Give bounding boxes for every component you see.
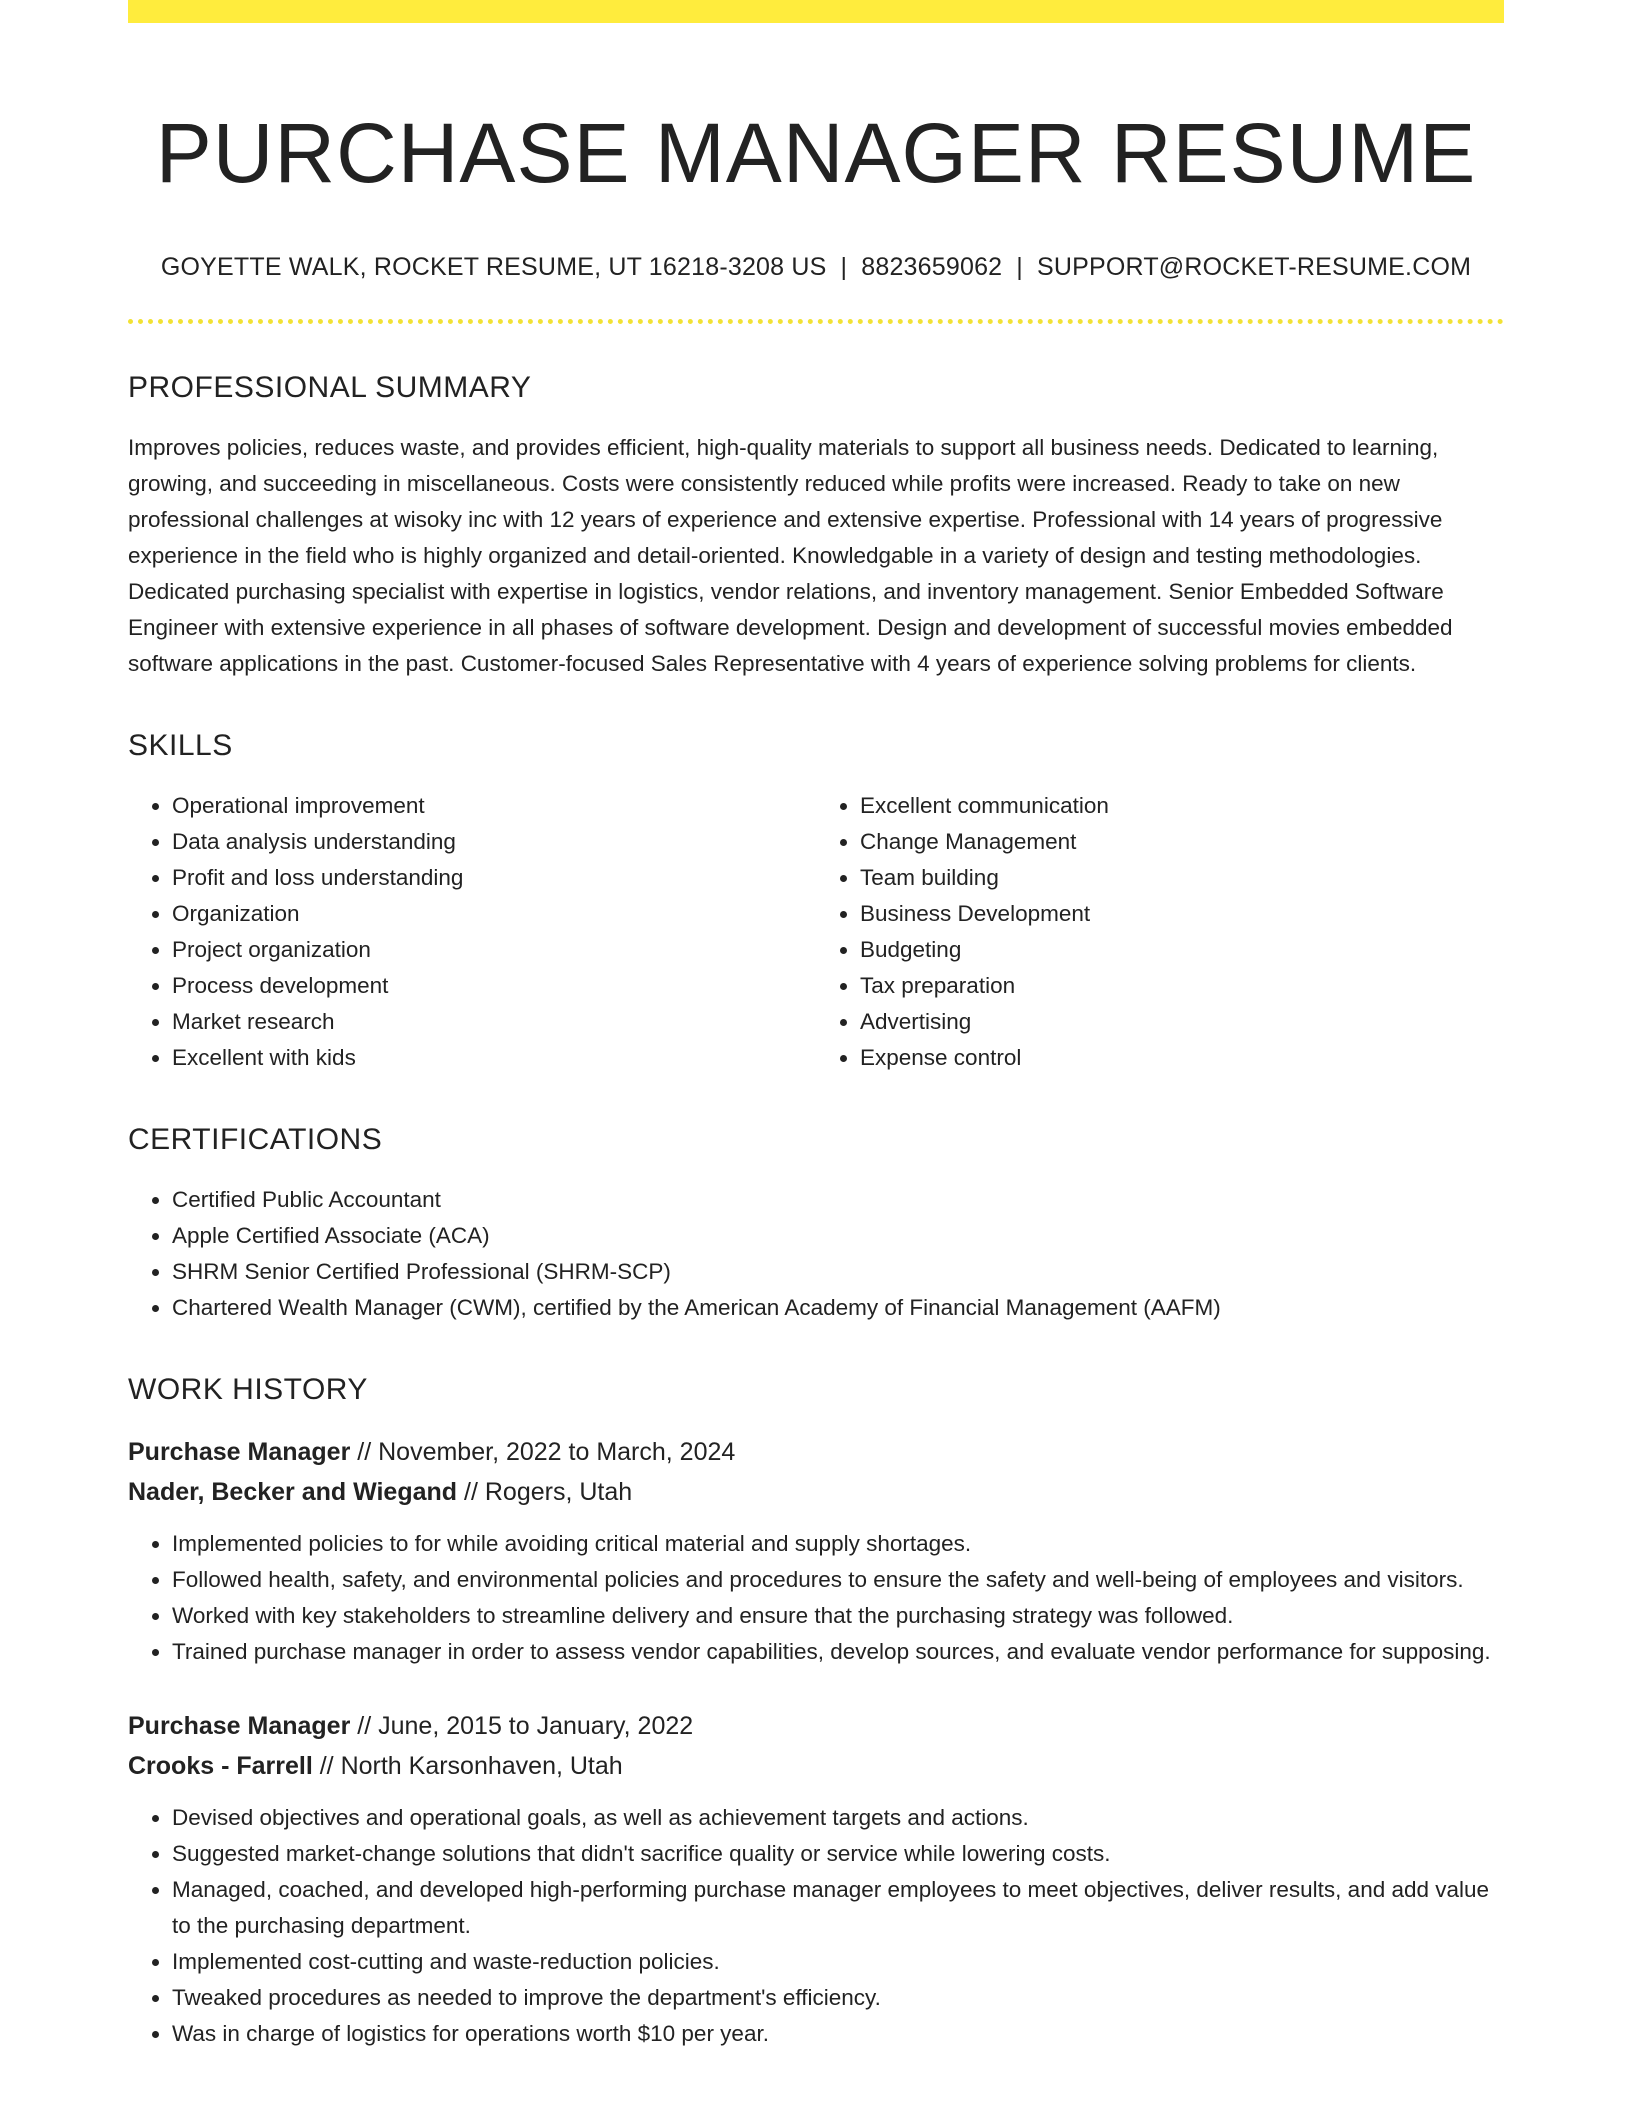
contact-line xyxy=(128,249,1504,285)
skill-item: • Change Management xyxy=(860,824,1504,860)
skill-item: • Expense control xyxy=(860,1040,1504,1076)
job-title: Purchase Manager xyxy=(128,1712,351,1740)
skill-item: • Business Development xyxy=(860,896,1504,932)
summary-heading: PROFESSIONAL SUMMARY xyxy=(128,371,532,404)
job-bullet: • Was in charge of logistics for operations worth $10 per year. xyxy=(172,2016,1504,2052)
skills-heading: SKILLS xyxy=(128,729,233,762)
skill-item: • Data analysis understanding xyxy=(172,824,816,860)
contact-phone: 8823659062 xyxy=(861,253,1003,281)
job-bullet: • Managed, coached, and developed high-performing purchase manager employees to meet objectives, deliver results, and add value to the purchasing department. xyxy=(172,1872,1504,1944)
certification-item: • Chartered Wealth Manager (CWM), certified by the American Academy of Financial Management (AAFM) xyxy=(172,1290,1504,1326)
job-entry xyxy=(128,1432,1504,1670)
job-title-line xyxy=(128,1432,1504,1472)
certification-item: • SHRM Senior Certified Professional (SHRM-SCP) xyxy=(172,1254,1504,1290)
skill-item: • Process development xyxy=(172,968,816,1004)
skills-list-right xyxy=(816,788,1504,1076)
job-title: Purchase Manager xyxy=(128,1438,351,1466)
page-title: PURCHASE MANAGER RESUME xyxy=(155,106,1477,200)
contact-separator: | xyxy=(840,253,848,281)
skills-columns xyxy=(128,788,1504,1076)
job-bullets xyxy=(128,1800,1504,2052)
certification-item: • Certified Public Accountant xyxy=(172,1182,1504,1218)
job-company: Nader, Becker and Wiegand xyxy=(128,1478,458,1506)
job-separator: // xyxy=(312,1752,341,1780)
summary-text: Improves policies, reduces waste, and provides efficient, high-quality materials to support all business needs. Dedicated to learning, growing, and succeeding in miscellaneous. Costs were consistently reduced while profits were increased. Ready to take on new professional challenges at wisoky inc with 12 years of experience and extensive expertise. Professional with 14 years of progressive experience in the field who is highly organized and detail-oriented. Knowledgable in a variety of design and testing methodologies. Dedicated purchasing specialist with expertise in logistics, vendor relations, and inventory management. Senior Embedded Software Engineer with extensive experience in all phases of software development. Design and development of successful movies embedded software applications in the past. Customer-focused Sales Representative with 4 years of experience solving problems for clients. xyxy=(128,435,1453,676)
job-bullets xyxy=(128,1526,1504,1670)
skills-list-left xyxy=(128,788,816,1076)
job-location: Rogers, Utah xyxy=(484,1478,633,1506)
skill-item: • Advertising xyxy=(860,1004,1504,1040)
job-dates: November, 2022 to March, 2024 xyxy=(378,1438,736,1466)
job-company: Crooks - Farrell xyxy=(128,1752,313,1780)
accent-bar xyxy=(128,0,1504,23)
dotted-divider xyxy=(128,319,1504,324)
job-bullet: • Tweaked procedures as needed to improve the department's efficiency. xyxy=(172,1980,1504,2016)
job-separator: // xyxy=(350,1712,379,1740)
job-bullet: • Devised objectives and operational goals, as well as achievement targets and actions. xyxy=(172,1800,1504,1836)
skill-item: • Tax preparation xyxy=(860,968,1504,1004)
job-dates: June, 2015 to January, 2022 xyxy=(378,1712,694,1740)
job-location: North Karsonhaven, Utah xyxy=(340,1752,623,1780)
skill-item: • Excellent communication xyxy=(860,788,1504,824)
skill-item: • Profit and loss understanding xyxy=(172,860,816,896)
certifications-list xyxy=(128,1182,1504,1326)
job-separator: // xyxy=(350,1438,379,1466)
skill-item: • Market research xyxy=(172,1004,816,1040)
job-bullet: • Worked with key stakeholders to streamline delivery and ensure that the purchasing strategy was followed. xyxy=(172,1598,1504,1634)
job-entry xyxy=(128,1706,1504,2052)
certification-item: • Apple Certified Associate (ACA) xyxy=(172,1218,1504,1254)
job-company-line xyxy=(128,1746,1504,1786)
resume-page xyxy=(128,0,1504,2052)
contact-address: GOYETTE WALK, ROCKET RESUME, UT 16218-3208 US xyxy=(160,253,827,281)
job-bullet: • Implemented cost-cutting and waste-reduction policies. xyxy=(172,1944,1504,1980)
work-history-heading: WORK HISTORY xyxy=(128,1373,368,1406)
skill-item: • Organization xyxy=(172,896,816,932)
job-bullet: • Trained purchase manager in order to assess vendor capabilities, develop sources, and evaluate vendor performance for supposing. xyxy=(172,1634,1504,1670)
certifications-heading: CERTIFICATIONS xyxy=(128,1123,383,1156)
skill-item: • Project organization xyxy=(172,932,816,968)
skill-item: • Budgeting xyxy=(860,932,1504,968)
job-bullet: • Implemented policies to for while avoiding critical material and supply shortages. xyxy=(172,1526,1504,1562)
contact-separator: | xyxy=(1016,253,1023,281)
skill-item: • Team building xyxy=(860,860,1504,896)
contact-email: SUPPORT@ROCKET-RESUME.COM xyxy=(1037,253,1472,281)
job-bullet: • Followed health, safety, and environmental policies and procedures to ensure the safety and well-being of employees and visitors. xyxy=(172,1562,1504,1598)
skill-item: • Excellent with kids xyxy=(172,1040,816,1076)
job-bullet: • Suggested market-change solutions that didn't sacrifice quality or service while lowering costs. xyxy=(172,1836,1504,1872)
job-separator: // xyxy=(457,1478,485,1506)
skill-item: • Operational improvement xyxy=(172,788,816,824)
job-company-line xyxy=(128,1472,1504,1512)
job-title-line xyxy=(128,1706,1504,1746)
